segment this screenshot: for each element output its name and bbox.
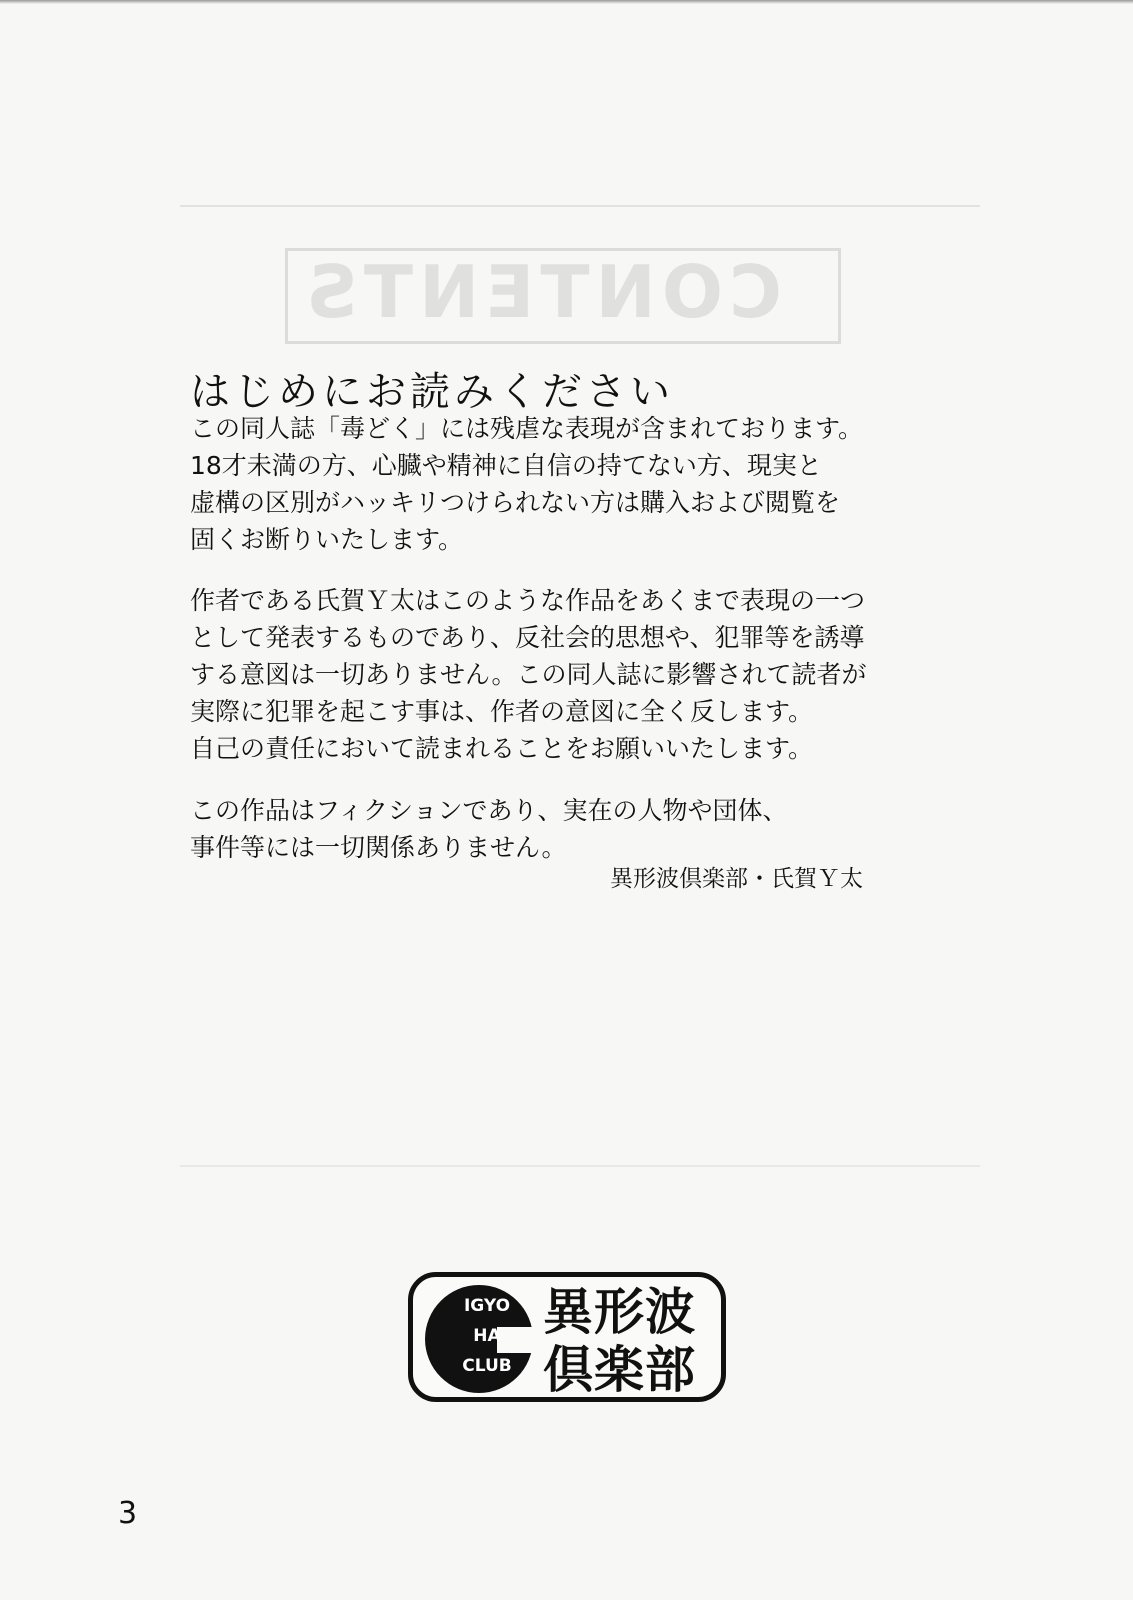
logo-japanese-text xyxy=(543,1283,696,1399)
logo-jp-line: 異形波 xyxy=(543,1283,696,1341)
intent-paragraph xyxy=(190,582,867,767)
circle-logo xyxy=(408,1272,726,1402)
logo-en-line: HA xyxy=(473,1326,501,1346)
fiction-paragraph xyxy=(190,792,788,866)
warning-paragraph xyxy=(190,410,863,558)
paragraph-line: 事件等には一切関係ありません。 xyxy=(190,833,567,862)
page-number: 3 xyxy=(118,1496,138,1531)
show-through-title: CONTENTS xyxy=(300,250,782,334)
logo-en-line: IGYO xyxy=(463,1296,511,1316)
logo-en-line: CLUB xyxy=(462,1356,512,1376)
logo-english-text xyxy=(439,1291,535,1381)
paragraph-line: この同人誌「毒どく」には残虐な表現が含まれております。 xyxy=(190,414,864,443)
paragraph-line: 固くお断りいたします。 xyxy=(190,525,464,554)
show-through-rule-bottom xyxy=(180,1165,980,1167)
logo-jp-line: 倶楽部 xyxy=(543,1341,696,1399)
paragraph-line: する意図は一切ありません。この同人誌に影響されて読者が xyxy=(190,660,867,689)
paragraph-line: この作品はフィクションであり、実在の人物や団体、 xyxy=(190,796,788,825)
paragraph-line: として発表するものであり、反社会的思想や、犯罪等を誘導 xyxy=(190,623,865,652)
paragraph-line: 虚構の区別がハッキリつけられない方は購入および閲覧を xyxy=(190,488,841,517)
paragraph-line: 自己の責任において読まれることをお願いいたします。 xyxy=(190,734,814,763)
signature: 異形波倶楽部・氏賀Ｙ太 xyxy=(610,866,863,892)
paragraph-line: 18才未満の方、心臓や精神に自信の持てない方、現実と xyxy=(190,451,822,480)
show-through-rule xyxy=(180,205,980,207)
paragraph-line: 作者である氏賀Ｙ太はこのような作品をあくまで表現の一つ xyxy=(190,586,866,615)
paragraph-line: 実際に犯罪を起こす事は、作者の意図に全く反します。 xyxy=(190,697,814,726)
scan-edge xyxy=(0,0,1133,4)
page-heading: はじめにお読みください xyxy=(190,369,674,415)
